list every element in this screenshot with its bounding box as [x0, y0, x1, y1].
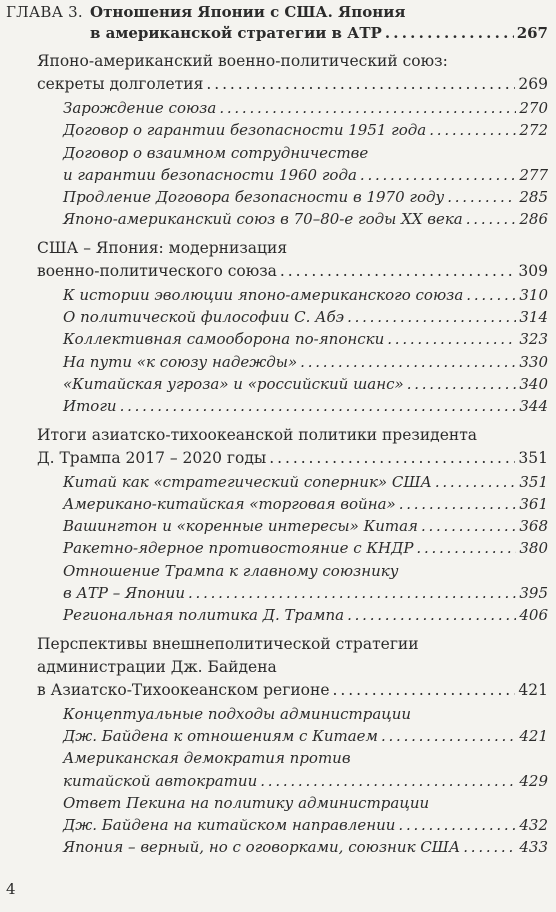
section-title-line[interactable]: администрации Дж. Байдена — [37, 657, 277, 676]
subsection-page: 285 — [519, 188, 548, 207]
subsection-page: 270 — [519, 99, 548, 117]
dot-leader — [333, 679, 516, 702]
subsection-entry[interactable]: и гарантии безопасности 1960 года . . . 277 — [63, 164, 548, 186]
dot-leader — [447, 186, 516, 208]
toc-section — [37, 424, 548, 627]
subsection-page: 406 — [519, 606, 548, 625]
subsection-page: 421 — [519, 726, 548, 745]
subsection-entry[interactable]: «Китайская угроза» и «российский шанс» . . . 340 — [63, 373, 548, 395]
chapter-title-line-1: Отношения Японии с США. Япония — [90, 3, 406, 21]
subsection-entry[interactable]: Зарождение союза . . . 270 — [63, 97, 548, 119]
dot-leader — [381, 725, 516, 747]
chapter-label: ГЛАВА 3. — [6, 3, 83, 21]
subsection-list — [63, 471, 548, 627]
dot-leader — [219, 97, 516, 119]
dot-leader — [206, 73, 515, 96]
subsection-entry[interactable]: Концептуальные подходы администрации — [63, 704, 412, 723]
subsection-entry[interactable]: Договор о гарантии безопасности 1951 года . . . 272 — [63, 119, 548, 141]
subsection-entry[interactable]: китайской автократии . . . 429 — [63, 770, 548, 792]
section-title-line[interactable]: военно-политического союза . . . 309 — [37, 260, 548, 283]
subsection-page: 323 — [519, 330, 548, 349]
subsection-entry[interactable]: Отношение Трампа к главному союзнику — [63, 561, 399, 580]
section-title-line[interactable]: Перспективы внешнеполитической стратегии — [37, 634, 419, 653]
subsection-page: 330 — [519, 352, 548, 371]
dot-leader — [387, 328, 516, 350]
dot-leader — [429, 119, 516, 141]
dot-leader — [398, 814, 516, 836]
subsection-page: 314 — [519, 308, 548, 327]
subsection-entry[interactable]: Американская демократия против — [63, 749, 351, 768]
subsection-page: 361 — [519, 494, 548, 513]
dot-leader — [280, 260, 515, 283]
section-page: 351 — [518, 448, 548, 467]
subsection-entry[interactable]: Региональная политика Д. Трампа . . . 406 — [63, 604, 548, 626]
subsection-entry[interactable]: На пути «к союзу надежды» . . . 330 — [63, 351, 548, 373]
section-title-line[interactable]: секреты долголетия . . . 269 — [37, 73, 548, 96]
subsection-entry[interactable]: Продление Договора безопасности в 1970 году . . . 285 — [63, 186, 548, 208]
dot-leader — [416, 537, 516, 559]
subsection-page: 351 — [519, 472, 548, 491]
section-page: 421 — [518, 680, 548, 699]
dot-leader — [399, 493, 517, 515]
toc-section — [37, 633, 548, 859]
section-title-line[interactable]: США – Япония: модернизация — [37, 238, 288, 257]
subsection-page: 368 — [519, 517, 548, 536]
subsection-entry[interactable]: Договор о взаимном сотрудничестве — [63, 143, 369, 162]
subsection-page: 340 — [519, 374, 548, 393]
dot-leader — [385, 23, 514, 44]
chapter-heading — [6, 2, 548, 44]
section-title-line[interactable]: в Азиатско-Тихоокеанском регионе . . . 421 — [37, 679, 548, 702]
dot-leader — [360, 164, 516, 186]
dot-leader — [421, 515, 516, 537]
dot-leader — [407, 373, 517, 395]
dot-leader — [269, 447, 515, 470]
subsection-entry[interactable]: Вашингтон и «коренные интересы» Китая . . . 368 — [63, 515, 548, 537]
subsection-entry[interactable]: Коллективная самооборона по-японски . . . 323 — [63, 328, 548, 350]
subsection-page: 286 — [519, 210, 548, 229]
subsection-page: 395 — [519, 584, 548, 603]
section-title-line[interactable]: Японо-американский военно-политический союз: — [37, 52, 448, 70]
subsection-entry[interactable]: Дж. Байдена к отношениям с Китаем . . . 421 — [63, 725, 548, 747]
chapter-title-line-2: в американской стратегии в АТР . . . 267 — [90, 23, 548, 44]
subsection-page: 277 — [519, 165, 548, 184]
chapter-page: 267 — [516, 24, 548, 42]
subsection-entry[interactable]: Ракетно-ядерное противостояние с КНДР . . . 380 — [63, 537, 548, 559]
dot-leader — [347, 604, 516, 626]
subsection-page: 380 — [519, 539, 548, 558]
subsection-page: 429 — [519, 771, 548, 790]
subsection-entry[interactable]: Ответ Пекина на политику администрации — [63, 793, 430, 812]
subsection-page: 433 — [519, 838, 548, 857]
section-title-line[interactable]: Д. Трампа 2017 – 2020 годы . . . 351 — [37, 447, 548, 470]
dot-leader — [435, 471, 517, 493]
subsection-entry[interactable]: К истории эволюции японо-американского союза . . . 310 — [63, 284, 548, 306]
subsection-entry[interactable]: в АТР – Японии . . . 395 — [63, 582, 548, 604]
dot-leader — [466, 208, 517, 230]
dot-leader — [300, 351, 516, 373]
page-number: 4 — [6, 880, 16, 898]
dot-leader — [466, 284, 516, 306]
section-page: 309 — [518, 261, 548, 280]
subsection-page: 272 — [519, 121, 548, 140]
subsection-page: 310 — [519, 285, 548, 304]
subsection-entry[interactable]: О политической философии С. Абэ . . . 314 — [63, 306, 548, 328]
section-page: 269 — [518, 75, 548, 93]
subsection-entry[interactable]: Японо-американский союз в 70–80-е годы XX века . . . 286 — [63, 208, 548, 230]
dot-leader — [463, 836, 516, 858]
section-title-line[interactable]: Итоги азиатско-тихоокеанской политики президента — [37, 425, 478, 444]
subsection-entry[interactable]: Китай как «стратегический соперник» США . . . 351 — [63, 471, 548, 493]
toc-section — [37, 237, 548, 418]
toc-section — [37, 50, 548, 231]
subsection-entry[interactable]: Япония – верный, но с оговорками, союзник США . . . 433 — [63, 836, 548, 858]
toc-sections — [37, 50, 548, 865]
dot-leader — [188, 582, 516, 604]
subsection-entry[interactable]: Американо-китайская «торговая война» . . . 361 — [63, 493, 548, 515]
dot-leader — [120, 395, 517, 417]
subsection-page: 344 — [519, 397, 548, 416]
dot-leader — [347, 306, 516, 328]
subsection-entry[interactable]: Итоги . . . 344 — [63, 395, 548, 417]
dot-leader — [260, 770, 516, 792]
subsection-list — [63, 97, 548, 231]
subsection-page: 432 — [519, 816, 548, 835]
subsection-list — [63, 284, 548, 418]
subsection-list — [63, 703, 548, 859]
subsection-entry[interactable]: Дж. Байдена на китайском направлении . . . 432 — [63, 814, 548, 836]
